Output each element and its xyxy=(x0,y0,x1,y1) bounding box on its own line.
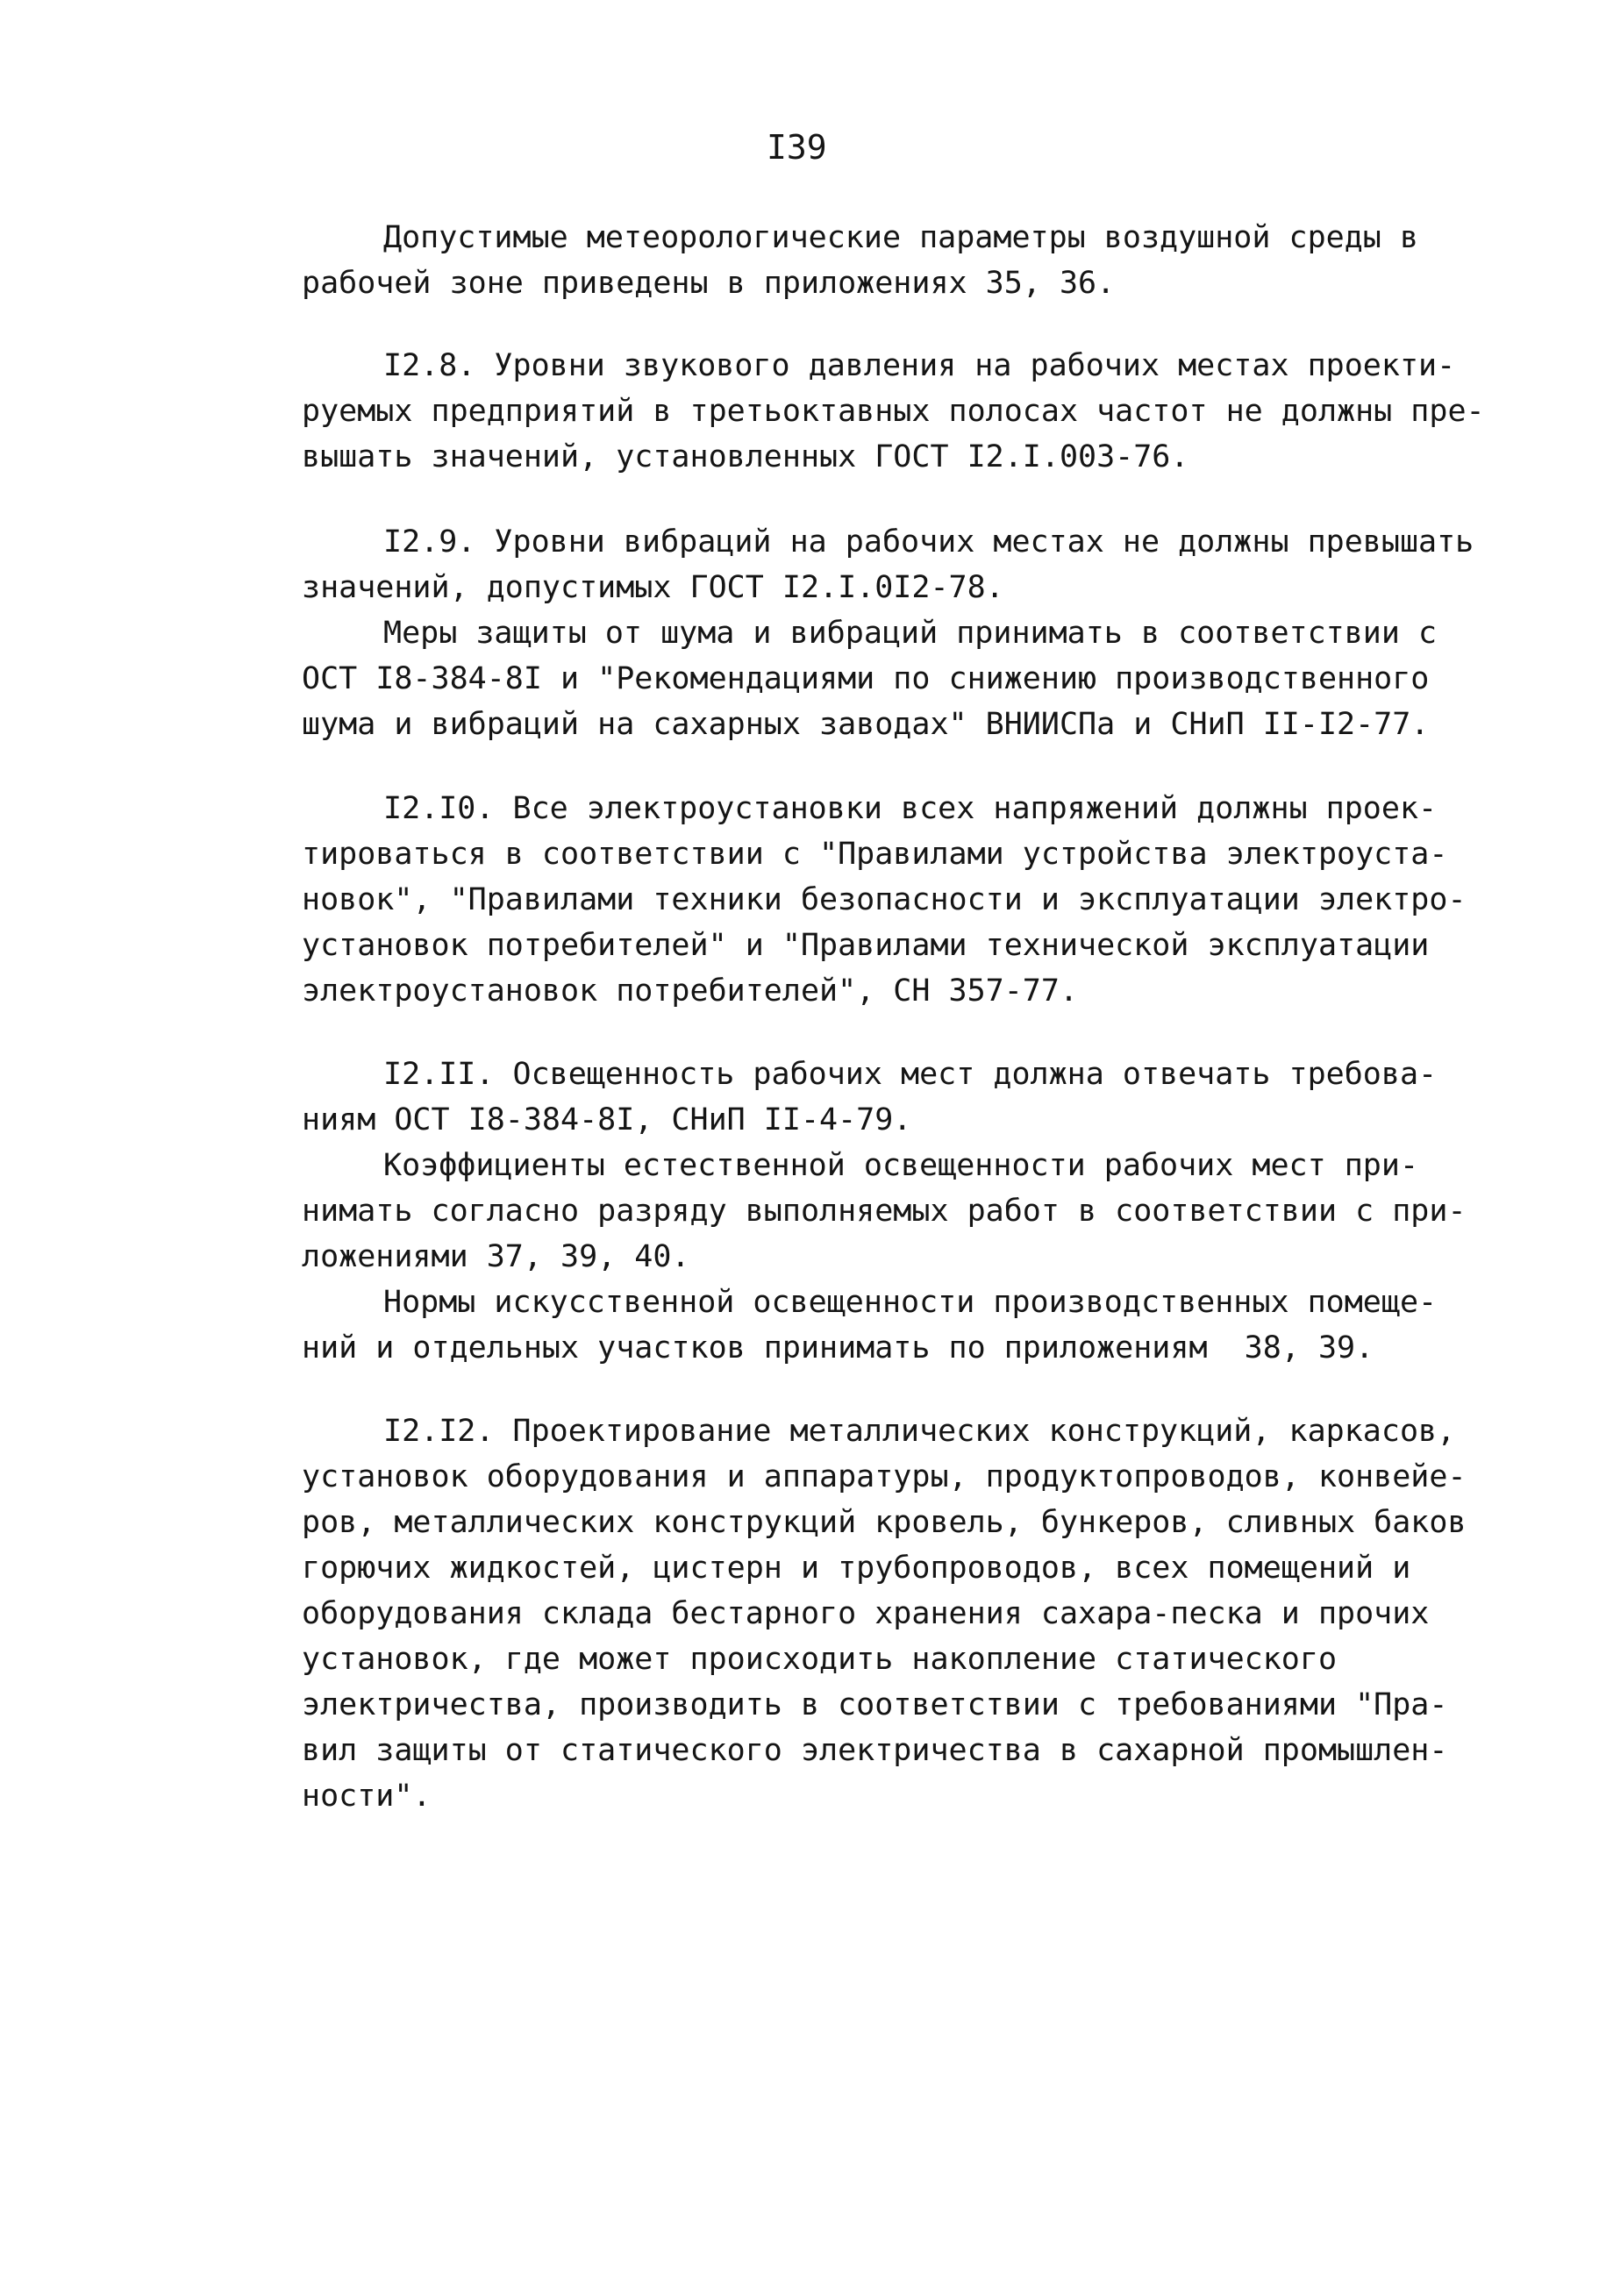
text-line: установок оборудования и аппаратуры, продуктопроводов, конвейе- xyxy=(302,1459,1467,1494)
text-line: установок потребителей" и "Правилами технической эксплуатации xyxy=(302,928,1430,963)
text-line: шума и вибраций на сахарных заводах" ВНИИСПа и СНиП II-I2-77. xyxy=(302,707,1430,742)
text-line: I2.8. Уровни звукового давления на рабочих местах проекти- xyxy=(383,348,1456,383)
text-line: I2.I2. Проектирование металлических конструкций, каркасов, xyxy=(383,1414,1456,1449)
text-line: ОСТ I8-384-8I и "Рекомендациями по снижению производственного xyxy=(302,661,1430,696)
page-number: I39 xyxy=(767,128,827,167)
text-line: рабочей зоне приведены в приложениях 35, 36. xyxy=(302,266,1116,301)
text-line: вил защиты от статического электричества в сахарной промышлен- xyxy=(302,1733,1448,1768)
text-line: Коэффициенты естественной освещенности рабочих мест при- xyxy=(383,1148,1419,1183)
text-line: новок", "Правилами техники безопасности и эксплуатации электро- xyxy=(302,882,1467,917)
text-line: установок, где может происходить накопление статического xyxy=(302,1642,1338,1677)
text-line: руемых предприятий в третьоктавных полосах частот не должны пре- xyxy=(302,394,1485,429)
text-line: I2.9. Уровни вибраций на рабочих местах не должны превышать xyxy=(383,524,1474,560)
text-line: Нормы искусственной освещенности производственных помеще- xyxy=(383,1285,1438,1320)
text-line: значений, допустимых ГОСТ I2.I.0I2-78. xyxy=(302,570,1004,605)
text-line: электричества, производить в соответствии с требованиями "Пра- xyxy=(302,1687,1448,1722)
text-line: горючих жидкостей, цистерн и трубопроводов, всех помещений и xyxy=(302,1551,1411,1586)
text-line: вышать значений, установленных ГОСТ I2.I.003-76. xyxy=(302,439,1189,474)
text-line: ложениями 37, 39, 40. xyxy=(302,1239,690,1274)
text-line: электроустановок потребителей", СН 357-77. xyxy=(302,973,1079,1009)
text-line: ниям ОСТ I8-384-8I, СНиП II-4-79. xyxy=(302,1102,912,1137)
text-line: тироваться в соответствии с "Правилами устройства электроуста- xyxy=(302,837,1448,872)
text-line: ности". xyxy=(302,1779,432,1814)
text-line: ний и отдельных участков принимать по приложениям 38, 39. xyxy=(302,1330,1374,1365)
text-line: нимать согласно разряду выполняемых работ в соответствии с при- xyxy=(302,1194,1467,1229)
text-line: Меры защиты от шума и вибраций принимать в соответствии с xyxy=(383,616,1438,651)
text-line: оборудования склада бестарного хранения сахара-песка и прочих xyxy=(302,1596,1430,1631)
text-line: ров, металлических конструкций кровель, бункеров, сливных баков xyxy=(302,1505,1467,1540)
text-line: I2.I0. Все электроустановки всех напряжений должны проек- xyxy=(383,791,1438,826)
text-line: Допустимые метеорологические параметры воздушной среды в xyxy=(383,220,1419,255)
text-line: I2.II. Освещенность рабочих мест должна отвечать требова- xyxy=(383,1057,1438,1092)
